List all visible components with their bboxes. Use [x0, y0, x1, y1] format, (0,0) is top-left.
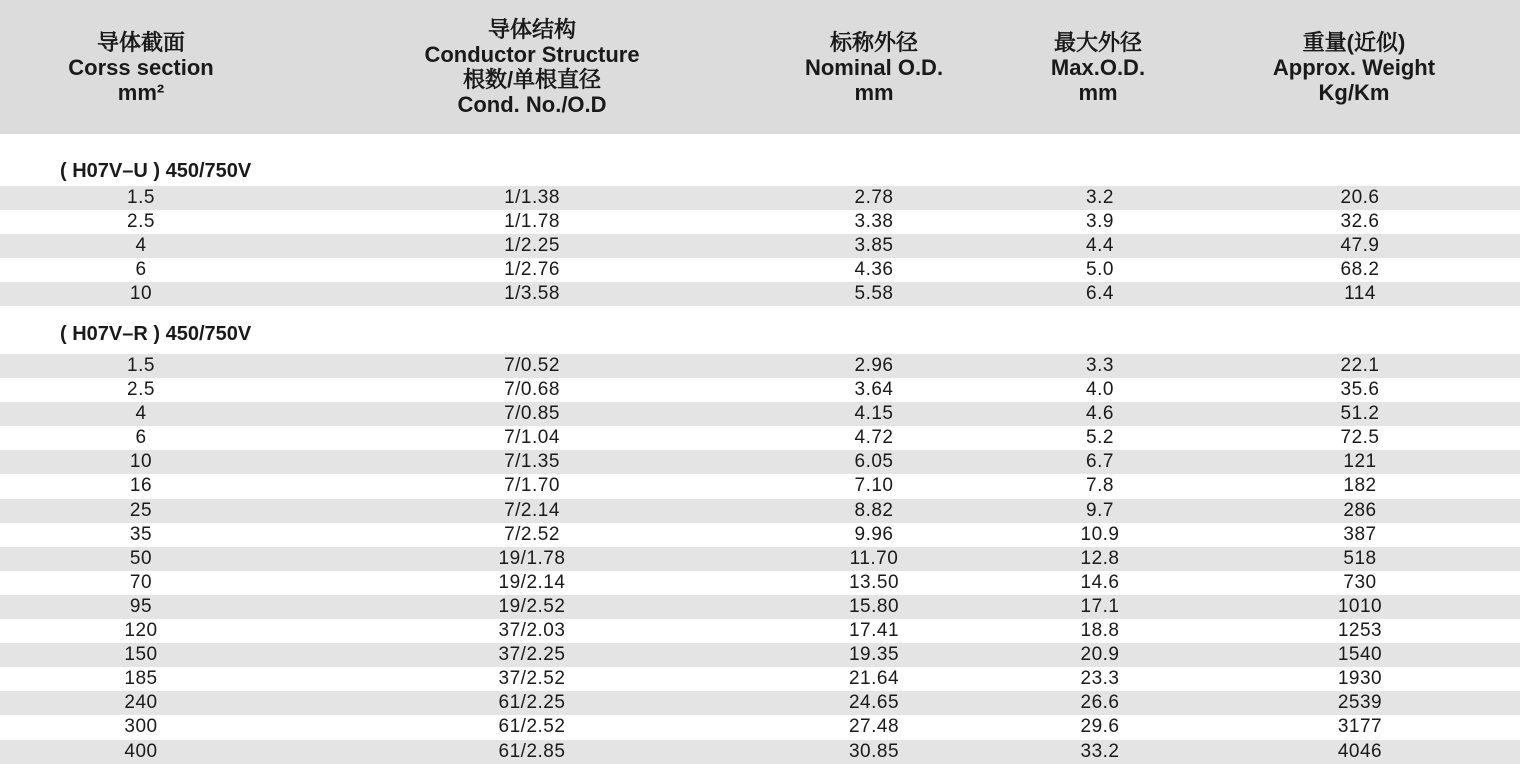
header-max-od-en: Max.O.D. — [1050, 54, 1146, 80]
cross-section-cell: 120 — [124, 620, 158, 642]
max-od-cell: 18.8 — [1080, 620, 1120, 642]
table-row — [0, 691, 1520, 715]
header-max-od — [998, 0, 1198, 134]
table-row — [0, 234, 1520, 258]
cross-section-cell: 150 — [124, 644, 158, 666]
cross-section-cell: 4 — [135, 235, 147, 257]
conductor-structure-cell: 37/2.52 — [498, 668, 566, 690]
table-row — [0, 571, 1520, 595]
max-od-cell: 17.1 — [1080, 595, 1120, 617]
cross-section-cell: 6 — [135, 259, 147, 281]
max-od-cell: 12.8 — [1080, 547, 1120, 569]
nominal-od-cell: 2.96 — [854, 355, 894, 376]
table-row — [0, 426, 1520, 450]
table-row — [0, 402, 1520, 426]
header-approx-weight-en: Approx. Weight — [1272, 54, 1436, 80]
cross-section-cell: 300 — [124, 716, 158, 738]
nominal-od-cell: 4.36 — [854, 259, 894, 281]
max-od-cell: 4.0 — [1086, 379, 1114, 401]
header-nominal-od-en: Nominal O.D. — [804, 54, 944, 80]
table-header — [0, 0, 1520, 134]
weight-cell: 1930 — [1337, 668, 1383, 690]
table-row — [0, 523, 1520, 547]
nominal-od-cell: 5.58 — [854, 283, 894, 305]
max-od-cell: 4.4 — [1086, 235, 1114, 257]
max-od-cell: 3.3 — [1086, 355, 1114, 376]
table-row — [0, 595, 1520, 619]
header-approx-weight-cn: 重量(近似) — [1302, 29, 1406, 55]
table-row — [0, 715, 1520, 739]
nominal-od-cell: 4.72 — [854, 427, 894, 449]
conductor-structure-cell: 19/2.52 — [498, 595, 566, 617]
conductor-structure-cell: 7/1.04 — [504, 427, 560, 449]
cross-section-cell: 1.5 — [127, 187, 155, 208]
max-od-cell: 5.2 — [1086, 427, 1114, 449]
header-approx-weight — [1254, 0, 1454, 134]
weight-cell: 1253 — [1337, 620, 1383, 642]
nominal-od-cell: 11.70 — [849, 547, 899, 569]
weight-cell: 72.5 — [1340, 427, 1380, 449]
header-cond-no-en: Cond. No./O.D — [457, 92, 607, 117]
header-nominal-od — [774, 0, 974, 134]
conductor-structure-cell: 1/1.78 — [504, 211, 560, 233]
weight-cell: 51.2 — [1340, 403, 1380, 425]
nominal-od-cell: 3.85 — [854, 235, 894, 257]
header-conductor-structure-en: Conductor Structure — [424, 42, 640, 67]
cross-section-cell: 16 — [129, 475, 153, 497]
weight-cell: 22.1 — [1340, 355, 1380, 376]
table-row — [0, 499, 1520, 523]
nominal-od-cell: 27.48 — [848, 716, 900, 738]
weight-cell: 1540 — [1337, 644, 1383, 666]
header-cond-no-cn: 根数/单根直径 — [462, 67, 602, 92]
cross-section-cell: 240 — [124, 692, 158, 714]
conductor-structure-cell: 19/1.78 — [498, 547, 566, 569]
header-conductor-structure-cn: 导体结构 — [487, 17, 576, 42]
nominal-od-cell: 3.38 — [854, 211, 894, 233]
conductor-structure-cell: 1/3.58 — [504, 283, 560, 305]
table-row — [0, 450, 1520, 474]
cross-section-cell: 50 — [129, 547, 153, 569]
weight-cell: 32.6 — [1340, 211, 1380, 233]
weight-cell: 286 — [1343, 499, 1377, 521]
conductor-structure-cell: 1/2.25 — [504, 235, 560, 257]
weight-cell: 1010 — [1337, 595, 1383, 617]
cross-section-cell: 1.5 — [127, 355, 155, 376]
max-od-cell: 26.6 — [1080, 692, 1120, 714]
table-row — [0, 619, 1520, 643]
nominal-od-cell: 17.41 — [848, 620, 900, 642]
max-od-cell: 6.4 — [1086, 283, 1114, 305]
nominal-od-cell: 24.65 — [848, 692, 900, 714]
nominal-od-cell: 21.64 — [848, 668, 900, 690]
weight-cell: 121 — [1343, 451, 1377, 473]
header-cross-section-unit: mm² — [117, 79, 165, 105]
table-row — [0, 186, 1520, 210]
cross-section-cell: 10 — [129, 451, 153, 473]
nominal-od-cell: 13.50 — [848, 571, 900, 593]
max-od-cell: 5.0 — [1086, 259, 1114, 281]
header-nominal-od-unit: mm — [854, 79, 894, 105]
table-row — [0, 282, 1520, 306]
conductor-structure-cell: 61/2.52 — [498, 716, 566, 738]
weight-cell: 35.6 — [1340, 379, 1380, 401]
section-title-h07v-r: ( H07V–R ) 450/750V — [60, 323, 252, 345]
table-row — [0, 667, 1520, 691]
header-cross-section-en: Corss section — [68, 54, 214, 80]
nominal-od-cell: 4.15 — [854, 403, 894, 425]
cross-section-cell: 10 — [129, 283, 153, 305]
section-rows-h07v-u — [0, 186, 1520, 306]
nominal-od-cell: 15.80 — [848, 595, 900, 617]
section-rows-h07v-r — [0, 354, 1520, 764]
conductor-structure-cell: 7/0.68 — [504, 379, 560, 401]
nominal-od-cell: 2.78 — [854, 187, 894, 208]
conductor-structure-cell: 7/2.14 — [504, 499, 560, 521]
conductor-structure-cell: 1/2.76 — [504, 259, 560, 281]
conductor-structure-cell: 1/1.38 — [504, 187, 560, 208]
weight-cell: 518 — [1343, 547, 1377, 569]
header-conductor-structure — [382, 0, 682, 134]
max-od-cell: 9.7 — [1086, 499, 1114, 521]
nominal-od-cell: 19.35 — [848, 644, 900, 666]
max-od-cell: 7.8 — [1086, 475, 1114, 497]
cross-section-cell: 35 — [129, 523, 153, 545]
max-od-cell: 10.9 — [1080, 523, 1120, 545]
cross-section-cell: 95 — [129, 595, 153, 617]
cross-section-cell: 25 — [129, 499, 153, 521]
header-max-od-cn: 最大外径 — [1053, 29, 1142, 55]
header-nominal-od-cn: 标称外径 — [829, 29, 918, 55]
header-max-od-unit: mm — [1078, 79, 1118, 105]
nominal-od-cell: 3.64 — [854, 379, 894, 401]
cross-section-cell: 70 — [129, 571, 153, 593]
weight-cell: 47.9 — [1340, 235, 1380, 257]
table-row — [0, 740, 1520, 764]
nominal-od-cell: 30.85 — [848, 740, 900, 762]
nominal-od-cell: 8.82 — [854, 499, 894, 521]
conductor-structure-cell: 19/2.14 — [498, 571, 566, 593]
weight-cell: 68.2 — [1340, 259, 1380, 281]
conductor-structure-cell: 61/2.85 — [498, 740, 566, 762]
conductor-structure-cell: 37/2.25 — [498, 644, 566, 666]
conductor-structure-cell: 7/1.70 — [504, 475, 560, 497]
max-od-cell: 14.6 — [1080, 571, 1120, 593]
cross-section-cell: 4 — [135, 403, 147, 425]
max-od-cell: 6.7 — [1086, 451, 1114, 473]
header-cross-section — [41, 0, 241, 134]
section-title-h07v-u: ( H07V–U ) 450/750V — [60, 160, 252, 182]
weight-cell: 387 — [1343, 523, 1377, 545]
cross-section-cell: 2.5 — [127, 379, 155, 401]
table-row — [0, 474, 1520, 498]
table-row — [0, 643, 1520, 667]
max-od-cell: 23.3 — [1080, 668, 1120, 690]
max-od-cell: 4.6 — [1086, 403, 1114, 425]
weight-cell: 182 — [1343, 475, 1377, 497]
nominal-od-cell: 9.96 — [854, 523, 894, 545]
table-row — [0, 210, 1520, 234]
header-approx-weight-unit: Kg/Km — [1318, 79, 1390, 105]
max-od-cell: 29.6 — [1080, 716, 1120, 738]
nominal-od-cell: 7.10 — [854, 475, 894, 497]
weight-cell: 20.6 — [1340, 187, 1380, 208]
cross-section-cell: 185 — [124, 668, 158, 690]
max-od-cell: 20.9 — [1080, 644, 1120, 666]
header-cross-section-cn: 导体截面 — [96, 29, 185, 55]
weight-cell: 4046 — [1337, 740, 1383, 762]
max-od-cell: 3.9 — [1086, 211, 1114, 233]
max-od-cell: 33.2 — [1080, 740, 1120, 762]
conductor-structure-cell: 37/2.03 — [498, 620, 566, 642]
conductor-structure-cell: 7/0.52 — [504, 355, 560, 376]
weight-cell: 730 — [1343, 571, 1377, 593]
nominal-od-cell: 6.05 — [854, 451, 894, 473]
cross-section-cell: 2.5 — [127, 211, 155, 233]
cross-section-cell: 6 — [135, 427, 147, 449]
weight-cell: 2539 — [1337, 692, 1383, 714]
table-row — [0, 258, 1520, 282]
weight-cell: 3177 — [1337, 716, 1383, 738]
table-row — [0, 547, 1520, 571]
conductor-structure-cell: 7/2.52 — [504, 523, 560, 545]
weight-cell: 114 — [1344, 283, 1376, 305]
table-row — [0, 378, 1520, 402]
conductor-structure-cell: 61/2.25 — [498, 692, 566, 714]
conductor-structure-cell: 7/1.35 — [504, 451, 560, 473]
max-od-cell: 3.2 — [1086, 187, 1114, 208]
cross-section-cell: 400 — [124, 740, 158, 762]
table-row — [0, 354, 1520, 378]
conductor-structure-cell: 7/0.85 — [504, 403, 560, 425]
